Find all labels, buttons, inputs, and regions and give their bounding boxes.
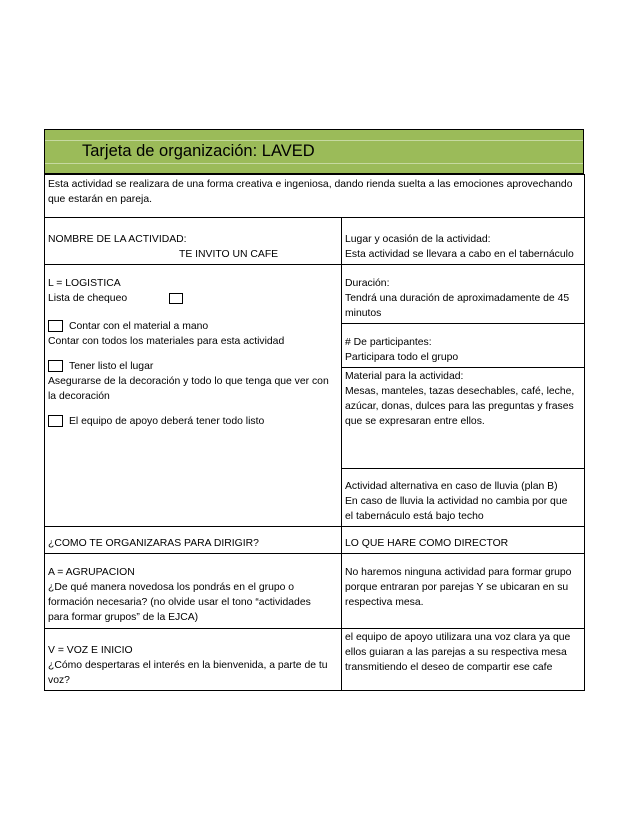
intro-line: Esta actividad se realizara de una forma creativa e ingeniosa, dando rienda suelta a las emociones aprovechando [48, 179, 573, 190]
checklist-checkbox[interactable] [169, 293, 183, 304]
voice-text: ¿Cómo despertaras el interés en la bienvenida, a parte de tu [48, 660, 328, 671]
place-cell [342, 218, 585, 265]
activity-name-label: NOMBRE DE LA ACTIVIDAD: [48, 234, 187, 245]
material-label: Material para la actividad: [345, 371, 464, 382]
voice-text: voz? [48, 675, 70, 686]
director-header-cell [342, 527, 585, 554]
participants-cell [342, 324, 585, 368]
activity-name-cell [45, 218, 342, 265]
check-item-text: Asegurarse de la decoración y todo lo que tenga que ver con [48, 376, 329, 387]
duration-value: minutos [345, 308, 382, 319]
logistics-cell [45, 265, 342, 527]
voice-heading: V = VOZ E INICIO [48, 645, 133, 656]
grouping-text: para formar grupos” de la EJCA) [48, 612, 199, 623]
material-value: Mesas, manteles, tazas desechables, café, leche, [345, 386, 575, 397]
director-header: LO QUE HARE COMO DIRECTOR [345, 538, 509, 549]
voice-answer: transmitiendo el deseo de compartir ese cafe [345, 662, 553, 673]
checkbox[interactable] [48, 415, 63, 427]
grouping-heading: A = AGRUPACION [48, 567, 135, 578]
organize-header: ¿COMO TE ORGANIZARAS PARA DIRIGIR? [48, 538, 259, 549]
organization-card [44, 129, 584, 691]
logistics-heading: L = LOGISTICA [48, 278, 121, 289]
activity-name-value: TE INVITO UN CAFE [179, 249, 279, 260]
check-item [48, 359, 338, 374]
material-value: azúcar, donas, dulces para las preguntas y frases [345, 401, 574, 412]
alternative-cell [342, 469, 585, 527]
card-table [44, 174, 585, 691]
grouping-cell [45, 554, 342, 629]
checkbox[interactable] [48, 320, 63, 332]
voice-answer: ellos guiaran a las parejas a su respectiva mesa [345, 647, 567, 658]
check-item-text: la decoración [48, 391, 110, 402]
grouping-text: formación necesaria? (no olvide usar el tono “actividades [48, 597, 311, 608]
voice-cell [45, 629, 342, 691]
material-cell [342, 368, 585, 469]
material-value: que se expresaran entre ellos. [345, 416, 485, 427]
card-header [44, 129, 584, 174]
checklist-label: Lista de chequeo [48, 293, 128, 304]
check-item-label: Tener listo el lugar [69, 361, 154, 372]
grouping-answer: respectiva mesa. [345, 597, 424, 608]
alternative-label: Actividad alternativa en caso de lluvia (plan B) [345, 481, 558, 492]
grouping-answer-cell [342, 554, 585, 629]
check-item-label: El equipo de apoyo deberá tener todo listo [69, 416, 265, 427]
header-rule [45, 163, 583, 164]
checkbox[interactable] [48, 360, 63, 372]
checklist-label-row [48, 291, 338, 306]
duration-cell [342, 265, 585, 324]
voice-answer: el equipo de apoyo utilizara una voz clara ya que [345, 632, 571, 643]
place-label: Lugar y ocasión de la actividad: [345, 234, 491, 245]
check-item-label: Contar con el material a mano [69, 321, 209, 332]
duration-value: Tendrá una duración de aproximadamente de 45 [345, 293, 570, 304]
header-rule [45, 140, 583, 141]
intro-cell [45, 175, 585, 218]
participants-value: Participara todo el grupo [345, 352, 459, 363]
alternative-value: En caso de lluvia la actividad no cambia por que [345, 496, 568, 507]
participants-label: # De participantes: [345, 337, 432, 348]
duration-label: Duración: [345, 278, 390, 289]
check-item-text: Contar con todos los materiales para esta actividad [48, 336, 285, 347]
voice-answer-cell [342, 629, 585, 691]
grouping-answer: porque entraran por parejas Y se ubicaran en su [345, 582, 569, 593]
place-value: Esta actividad se llevara a cabo en el tabernáculo [345, 249, 574, 260]
check-item [48, 319, 338, 334]
alternative-value: el tabernáculo está bajo techo [345, 511, 484, 522]
card-title: Tarjeta de organización: LAVED [82, 142, 315, 160]
grouping-answer: No haremos ninguna actividad para formar grupo [345, 567, 572, 578]
intro-line: que estarán en pareja. [48, 194, 152, 205]
organize-header-cell [45, 527, 342, 554]
grouping-text: ¿De qué manera novedosa los pondrás en el grupo o [48, 582, 295, 593]
check-item [48, 414, 338, 429]
